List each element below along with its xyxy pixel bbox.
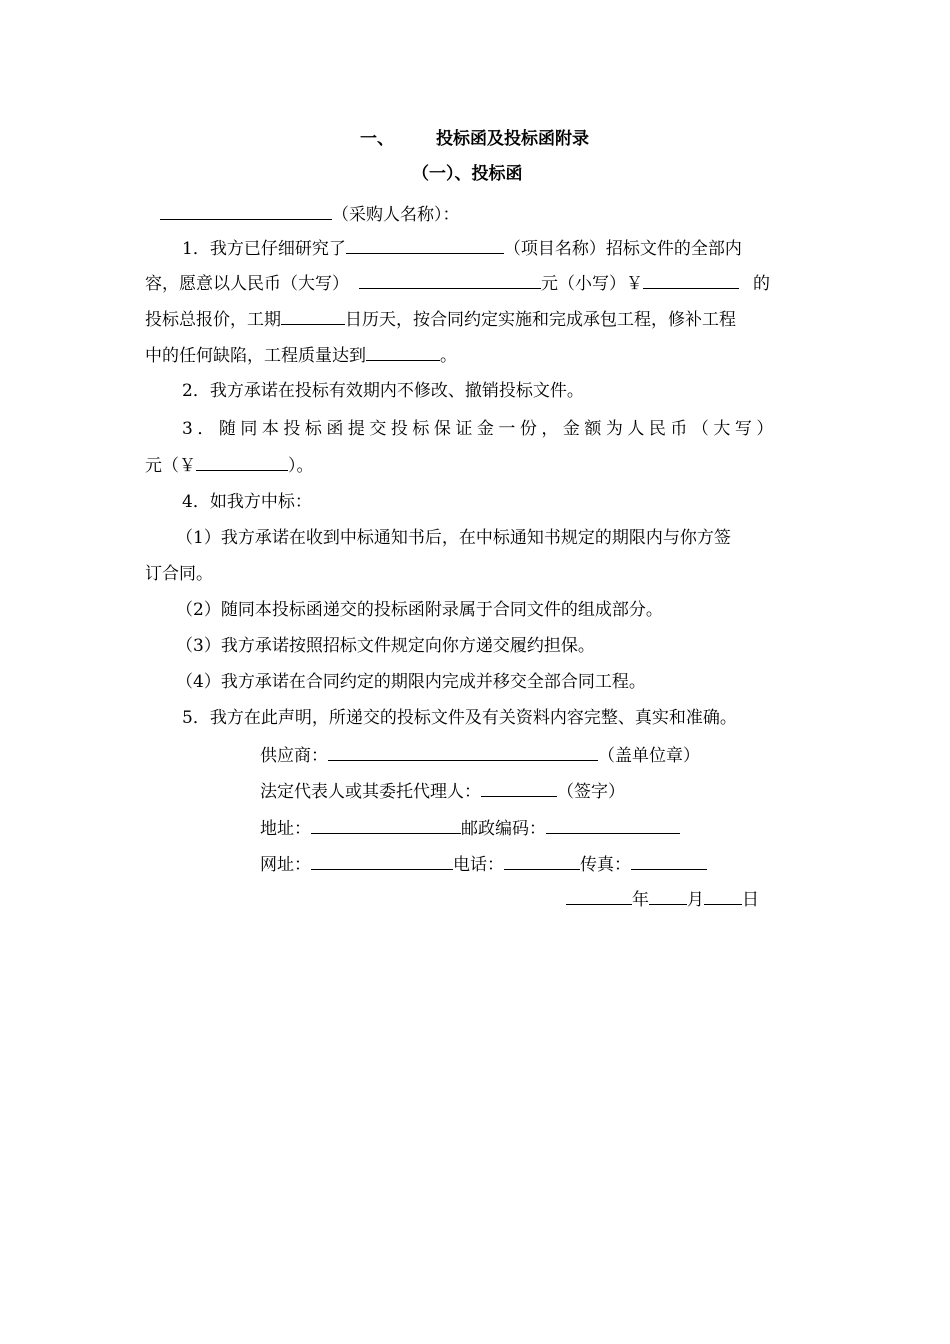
representative-suffix: （签字） — [557, 782, 625, 802]
date-line — [566, 886, 759, 910]
clause1-line3 — [145, 306, 736, 330]
clause1-text: 日历天，按合同约定实施和完成承包工程，修补工程 — [345, 310, 736, 330]
website-label: 网址： — [260, 855, 311, 875]
clause5: 5．我方在此声明，所递交的投标文件及有关资料内容完整、真实和准确。 — [182, 708, 737, 728]
duration-blank[interactable] — [281, 306, 345, 325]
clause4-item2: （2）随同本投标函递交的投标函附录属于合同文件的组成部分。 — [176, 600, 663, 620]
year-blank[interactable] — [566, 886, 632, 905]
addressee-label: （采购人名称）： — [332, 205, 460, 225]
clause1-text: 中的任何缺陷，工程质量达到 — [145, 346, 366, 366]
address-label: 地址： — [260, 819, 311, 839]
clause1-text: 的 — [753, 274, 770, 294]
day-label: 日 — [742, 890, 759, 910]
phone-label: 电话： — [453, 855, 504, 875]
clause4-intro: 4．如我方中标： — [182, 492, 312, 512]
website-blank[interactable] — [311, 851, 453, 870]
postcode-label: 邮政编码： — [461, 819, 546, 839]
clause3-text: 3．随同本投标函提交投标保证金一份，金额为人民币（大写） — [182, 419, 778, 439]
addressee-line — [160, 201, 460, 225]
supplier-suffix: （盖单位章） — [598, 746, 700, 766]
representative-label: 法定代表人或其委托代理人： — [260, 782, 481, 802]
page-subtitle: （一）、投标函 — [412, 164, 523, 184]
address-blank[interactable] — [311, 815, 461, 834]
clause1-text: 容，愿意以人民币（大写） — [145, 274, 349, 294]
clause4-item3: （3）我方承诺按照招标文件规定向你方递交履约担保。 — [176, 636, 595, 656]
clause1-line2 — [145, 270, 770, 294]
fax-label: 传真： — [580, 855, 631, 875]
purchaser-name-blank[interactable] — [160, 201, 332, 220]
page-title: 投标函及投标函附录 — [436, 129, 589, 149]
representative-blank[interactable] — [481, 778, 557, 797]
day-blank[interactable] — [704, 886, 742, 905]
postcode-blank[interactable] — [546, 815, 680, 834]
clause1-text: 投标总报价，工期 — [145, 310, 281, 330]
project-name-blank[interactable] — [346, 235, 504, 254]
clause4-item1-line1: （1）我方承诺在收到中标通知书后，在中标通知书规定的期限内与你方签 — [176, 528, 731, 548]
representative-line — [260, 778, 625, 802]
year-label: 年 — [632, 890, 649, 910]
supplier-label: 供应商： — [260, 746, 328, 766]
clause4-item1-line2: 订合同。 — [145, 564, 213, 584]
clause1-text: 1．我方已仔细研究了 — [182, 239, 346, 259]
heading-number: 一、 — [360, 129, 394, 149]
clause3-line2 — [145, 452, 314, 476]
clause2: 2．我方承诺在投标有效期内不修改、撤销投标文件。 — [182, 381, 584, 401]
price-lowercase-blank[interactable] — [643, 270, 739, 289]
month-blank[interactable] — [649, 886, 687, 905]
phone-blank[interactable] — [504, 851, 580, 870]
bond-amount-blank[interactable] — [196, 452, 288, 471]
clause1-text: 元（小写）￥ — [541, 274, 643, 294]
supplier-line — [260, 742, 700, 766]
clause1-text: （项目名称）招标文件的全部内 — [503, 239, 742, 259]
clause3-text: 元（￥ — [145, 456, 196, 476]
clause1-text: 。 — [440, 346, 457, 366]
quality-blank[interactable] — [366, 342, 440, 361]
fax-blank[interactable] — [631, 851, 707, 870]
contact-line — [260, 851, 707, 875]
clause3-line1 — [182, 417, 804, 441]
clause4-item4: （4）我方承诺在合同约定的期限内完成并移交全部合同工程。 — [176, 672, 646, 692]
supplier-blank[interactable] — [328, 742, 598, 761]
address-line — [260, 815, 680, 839]
month-label: 月 — [687, 890, 704, 910]
price-uppercase-blank[interactable] — [359, 270, 541, 289]
clause3-text: ）。 — [288, 456, 314, 476]
clause1-line1 — [182, 235, 742, 259]
clause1-line4 — [145, 342, 457, 366]
